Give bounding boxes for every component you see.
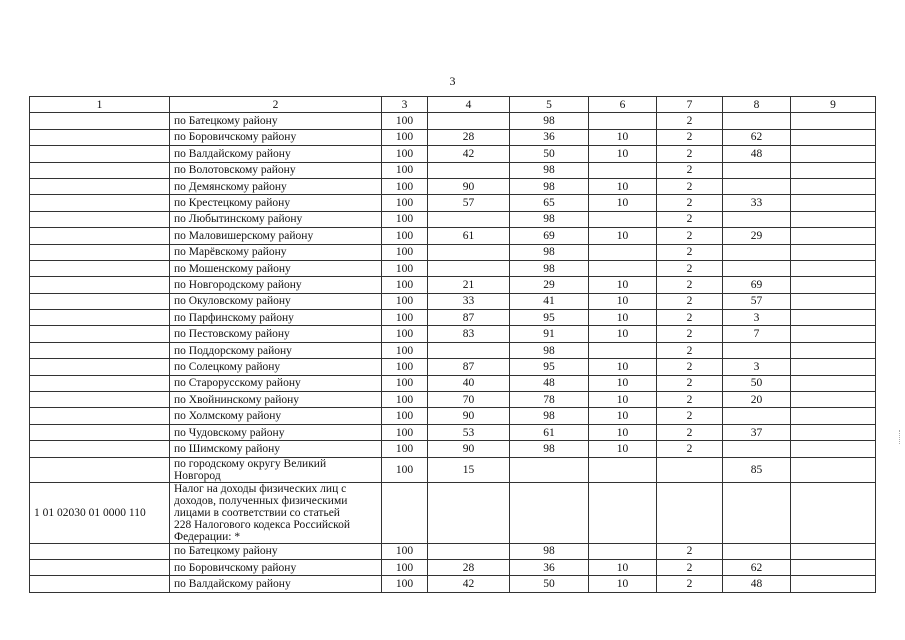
table-row — [30, 195, 876, 211]
percentage-cell: 100 — [382, 457, 428, 482]
percentage-cell: 100 — [382, 441, 428, 457]
budget-code-cell — [30, 260, 170, 276]
percentage-cell: 48 — [510, 375, 589, 391]
table-row — [30, 342, 876, 358]
table-row — [30, 576, 876, 592]
percentage-cell — [791, 129, 876, 145]
percentage-cell: 69 — [723, 277, 791, 293]
percentage-cell: 62 — [723, 129, 791, 145]
column-header: 9 — [791, 97, 876, 113]
percentage-cell: 2 — [657, 228, 723, 244]
percentage-cell — [723, 342, 791, 358]
budget-code-cell — [30, 342, 170, 358]
percentage-cell: 2 — [657, 392, 723, 408]
percentage-cell: 100 — [382, 260, 428, 276]
percentage-cell: 57 — [723, 293, 791, 309]
table-row — [30, 375, 876, 391]
percentage-cell — [428, 113, 510, 129]
percentage-cell: 100 — [382, 129, 428, 145]
percentage-cell — [589, 162, 657, 178]
percentage-cell — [589, 260, 657, 276]
table-body — [30, 113, 876, 592]
percentage-cell: 98 — [510, 408, 589, 424]
budget-code-cell — [30, 129, 170, 145]
income-name-cell: по Маловишерскому району — [170, 228, 382, 244]
percentage-cell: 2 — [657, 146, 723, 162]
scan-artifact — [899, 430, 901, 444]
percentage-cell: 2 — [657, 543, 723, 559]
income-name-cell: по Новгородскому району — [170, 277, 382, 293]
percentage-cell: 2 — [657, 326, 723, 342]
percentage-cell: 10 — [589, 178, 657, 194]
column-header: 4 — [428, 97, 510, 113]
table-row — [30, 326, 876, 342]
percentage-cell: 57 — [428, 195, 510, 211]
percentage-cell: 10 — [589, 293, 657, 309]
percentage-cell — [510, 457, 589, 482]
percentage-cell: 10 — [589, 195, 657, 211]
percentage-cell — [791, 359, 876, 375]
percentage-cell: 2 — [657, 195, 723, 211]
percentage-cell: 48 — [723, 576, 791, 592]
percentage-cell — [791, 543, 876, 559]
budget-code-cell — [30, 359, 170, 375]
table-row — [30, 178, 876, 194]
income-name-cell: по Боровичскому району — [170, 129, 382, 145]
percentage-cell: 33 — [723, 195, 791, 211]
percentage-cell: 10 — [589, 359, 657, 375]
percentage-cell — [657, 457, 723, 482]
percentage-cell: 2 — [657, 113, 723, 129]
percentage-cell: 98 — [510, 113, 589, 129]
percentage-cell — [791, 277, 876, 293]
percentage-cell: 95 — [510, 310, 589, 326]
budget-code-cell: 1 01 02030 01 0000 110 — [30, 482, 170, 543]
percentage-cell — [791, 310, 876, 326]
budget-code-cell — [30, 277, 170, 293]
income-name-cell: по Холмскому району — [170, 408, 382, 424]
percentage-cell: 2 — [657, 342, 723, 358]
percentage-cell: 100 — [382, 342, 428, 358]
percentage-cell: 100 — [382, 113, 428, 129]
table-row — [30, 129, 876, 145]
percentage-cell: 53 — [428, 424, 510, 440]
percentage-cell: 100 — [382, 576, 428, 592]
budget-code-cell — [30, 559, 170, 575]
percentage-cell: 61 — [510, 424, 589, 440]
percentage-cell: 70 — [428, 392, 510, 408]
percentage-cell — [589, 482, 657, 543]
table-row — [30, 408, 876, 424]
percentage-cell — [382, 482, 428, 543]
percentage-cell — [723, 543, 791, 559]
percentage-cell — [791, 559, 876, 575]
income-name-cell: по Батецкому району — [170, 113, 382, 129]
percentage-cell — [723, 482, 791, 543]
income-name-cell: по Демянскому району — [170, 178, 382, 194]
income-name-cell: по Любытинскому району — [170, 211, 382, 227]
budget-code-cell — [30, 441, 170, 457]
percentage-cell: 98 — [510, 178, 589, 194]
percentage-cell: 48 — [723, 146, 791, 162]
percentage-cell: 100 — [382, 277, 428, 293]
percentage-cell — [428, 543, 510, 559]
budget-code-cell — [30, 375, 170, 391]
percentage-cell: 50 — [510, 146, 589, 162]
percentage-cell: 28 — [428, 559, 510, 575]
percentage-cell — [723, 408, 791, 424]
percentage-cell: 42 — [428, 146, 510, 162]
table-row — [30, 482, 876, 543]
percentage-cell: 100 — [382, 326, 428, 342]
percentage-cell — [791, 228, 876, 244]
percentage-cell — [589, 244, 657, 260]
percentage-cell: 87 — [428, 310, 510, 326]
percentage-cell: 2 — [657, 211, 723, 227]
percentage-cell: 2 — [657, 424, 723, 440]
percentage-cell: 2 — [657, 559, 723, 575]
percentage-cell — [791, 408, 876, 424]
percentage-cell: 36 — [510, 559, 589, 575]
table-row — [30, 310, 876, 326]
percentage-cell: 2 — [657, 277, 723, 293]
column-header: 2 — [170, 97, 382, 113]
percentage-cell: 100 — [382, 424, 428, 440]
percentage-cell: 100 — [382, 178, 428, 194]
table-row — [30, 146, 876, 162]
percentage-cell: 21 — [428, 277, 510, 293]
percentage-cell: 2 — [657, 260, 723, 276]
percentage-cell — [589, 113, 657, 129]
percentage-cell: 100 — [382, 293, 428, 309]
percentage-cell: 10 — [589, 146, 657, 162]
percentage-cell: 98 — [510, 162, 589, 178]
table-row — [30, 211, 876, 227]
percentage-cell: 10 — [589, 277, 657, 293]
budget-code-cell — [30, 392, 170, 408]
percentage-cell: 10 — [589, 375, 657, 391]
table-row — [30, 392, 876, 408]
percentage-cell: 10 — [589, 228, 657, 244]
percentage-cell: 98 — [510, 244, 589, 260]
income-name-cell: по городскому округу Великий Новгород — [170, 457, 382, 482]
budget-code-cell — [30, 244, 170, 260]
table-row — [30, 359, 876, 375]
percentage-cell: 98 — [510, 260, 589, 276]
budget-code-cell — [30, 576, 170, 592]
percentage-cell: 50 — [723, 375, 791, 391]
table-row — [30, 260, 876, 276]
percentage-cell: 2 — [657, 375, 723, 391]
income-name-cell: по Старорусскому району — [170, 375, 382, 391]
percentage-cell — [791, 342, 876, 358]
percentage-cell — [428, 211, 510, 227]
percentage-cell — [723, 178, 791, 194]
column-header: 1 — [30, 97, 170, 113]
income-name-cell: по Валдайскому району — [170, 576, 382, 592]
budget-code-cell — [30, 543, 170, 559]
income-name-cell: по Крестецкому району — [170, 195, 382, 211]
percentage-cell: 2 — [657, 244, 723, 260]
percentage-cell — [791, 195, 876, 211]
percentage-cell: 100 — [382, 543, 428, 559]
percentage-cell: 41 — [510, 293, 589, 309]
income-name-cell: по Парфинскому району — [170, 310, 382, 326]
percentage-cell: 10 — [589, 408, 657, 424]
percentage-cell: 100 — [382, 559, 428, 575]
percentage-cell: 2 — [657, 162, 723, 178]
percentage-cell — [589, 457, 657, 482]
percentage-cell: 2 — [657, 441, 723, 457]
percentage-cell: 100 — [382, 408, 428, 424]
percentage-cell: 90 — [428, 408, 510, 424]
table-row — [30, 424, 876, 440]
header-row — [30, 97, 876, 113]
income-name-cell: по Пестовскому району — [170, 326, 382, 342]
percentage-cell — [791, 260, 876, 276]
percentage-cell: 83 — [428, 326, 510, 342]
percentage-cell: 10 — [589, 310, 657, 326]
percentage-cell: 100 — [382, 195, 428, 211]
percentage-cell: 90 — [428, 178, 510, 194]
percentage-cell — [791, 293, 876, 309]
tax-distribution-table — [29, 96, 876, 593]
percentage-cell: 62 — [723, 559, 791, 575]
table-row — [30, 277, 876, 293]
percentage-cell — [791, 326, 876, 342]
percentage-cell — [791, 211, 876, 227]
budget-code-cell — [30, 408, 170, 424]
percentage-cell: 100 — [382, 392, 428, 408]
percentage-cell: 100 — [382, 146, 428, 162]
percentage-cell: 3 — [723, 310, 791, 326]
percentage-cell — [791, 162, 876, 178]
percentage-cell — [791, 178, 876, 194]
percentage-cell: 87 — [428, 359, 510, 375]
budget-code-cell — [30, 211, 170, 227]
percentage-cell — [791, 392, 876, 408]
table-row — [30, 457, 876, 482]
budget-code-cell — [30, 113, 170, 129]
column-header: 3 — [382, 97, 428, 113]
percentage-cell — [791, 457, 876, 482]
budget-code-cell — [30, 178, 170, 194]
percentage-cell: 10 — [589, 441, 657, 457]
budget-code-cell — [30, 146, 170, 162]
percentage-cell: 10 — [589, 326, 657, 342]
percentage-cell: 37 — [723, 424, 791, 440]
percentage-cell — [428, 162, 510, 178]
percentage-cell: 2 — [657, 408, 723, 424]
income-name-cell: Налог на доходы физических лиц с доходов, полученных физическими лицами в соответствии со статьей 228 Налогового кодекса Российской Федерации: * — [170, 482, 382, 543]
percentage-cell — [723, 441, 791, 457]
table-row — [30, 559, 876, 575]
percentage-cell: 98 — [510, 342, 589, 358]
percentage-cell — [791, 441, 876, 457]
percentage-cell: 10 — [589, 424, 657, 440]
percentage-cell: 100 — [382, 228, 428, 244]
percentage-cell: 3 — [723, 359, 791, 375]
percentage-cell: 100 — [382, 375, 428, 391]
percentage-cell — [428, 244, 510, 260]
budget-code-cell — [30, 228, 170, 244]
percentage-cell — [791, 113, 876, 129]
table-row — [30, 244, 876, 260]
column-header: 7 — [657, 97, 723, 113]
column-header: 5 — [510, 97, 589, 113]
percentage-cell: 28 — [428, 129, 510, 145]
percentage-cell: 95 — [510, 359, 589, 375]
percentage-cell: 10 — [589, 129, 657, 145]
percentage-cell — [657, 482, 723, 543]
table-row — [30, 293, 876, 309]
percentage-cell: 2 — [657, 129, 723, 145]
income-name-cell: по Валдайскому району — [170, 146, 382, 162]
percentage-cell — [510, 482, 589, 543]
income-name-cell: по Солецкому району — [170, 359, 382, 375]
percentage-cell — [723, 211, 791, 227]
percentage-cell — [428, 482, 510, 543]
percentage-cell — [589, 543, 657, 559]
percentage-cell: 33 — [428, 293, 510, 309]
percentage-cell: 98 — [510, 441, 589, 457]
budget-code-cell — [30, 424, 170, 440]
income-name-cell: по Мошенскому району — [170, 260, 382, 276]
percentage-cell: 65 — [510, 195, 589, 211]
percentage-cell: 98 — [510, 211, 589, 227]
column-header: 8 — [723, 97, 791, 113]
percentage-cell: 2 — [657, 576, 723, 592]
percentage-cell: 50 — [510, 576, 589, 592]
percentage-cell: 100 — [382, 310, 428, 326]
percentage-cell: 20 — [723, 392, 791, 408]
percentage-cell: 10 — [589, 559, 657, 575]
budget-code-cell — [30, 310, 170, 326]
percentage-cell — [723, 244, 791, 260]
percentage-cell: 100 — [382, 359, 428, 375]
percentage-cell: 15 — [428, 457, 510, 482]
percentage-cell: 69 — [510, 228, 589, 244]
table-row — [30, 162, 876, 178]
percentage-cell: 90 — [428, 441, 510, 457]
percentage-cell: 2 — [657, 359, 723, 375]
percentage-cell: 42 — [428, 576, 510, 592]
percentage-cell: 2 — [657, 293, 723, 309]
income-name-cell: по Батецкому району — [170, 543, 382, 559]
percentage-cell: 36 — [510, 129, 589, 145]
percentage-cell: 91 — [510, 326, 589, 342]
income-name-cell: по Окуловскому району — [170, 293, 382, 309]
table-row — [30, 113, 876, 129]
percentage-cell — [791, 576, 876, 592]
percentage-cell — [791, 146, 876, 162]
percentage-cell — [791, 424, 876, 440]
income-name-cell: по Шимскому району — [170, 441, 382, 457]
budget-code-cell — [30, 195, 170, 211]
percentage-cell — [723, 260, 791, 276]
percentage-cell: 85 — [723, 457, 791, 482]
percentage-cell: 10 — [589, 576, 657, 592]
percentage-cell: 40 — [428, 375, 510, 391]
income-name-cell: по Боровичскому району — [170, 559, 382, 575]
percentage-cell — [589, 342, 657, 358]
percentage-cell: 61 — [428, 228, 510, 244]
percentage-cell: 10 — [589, 392, 657, 408]
table-row — [30, 228, 876, 244]
percentage-cell: 29 — [510, 277, 589, 293]
income-name-cell: по Хвойнинскому району — [170, 392, 382, 408]
budget-code-cell — [30, 457, 170, 482]
percentage-cell — [723, 113, 791, 129]
budget-code-cell — [30, 162, 170, 178]
percentage-cell — [791, 375, 876, 391]
percentage-cell: 98 — [510, 543, 589, 559]
income-name-cell: по Волотовскому району — [170, 162, 382, 178]
percentage-cell: 100 — [382, 211, 428, 227]
percentage-cell — [589, 211, 657, 227]
percentage-cell — [723, 162, 791, 178]
column-header: 6 — [589, 97, 657, 113]
income-name-cell: по Марёвскому району — [170, 244, 382, 260]
page-number: 3 — [449, 74, 456, 88]
percentage-cell — [791, 482, 876, 543]
percentage-cell — [428, 260, 510, 276]
percentage-cell: 2 — [657, 178, 723, 194]
budget-code-cell — [30, 293, 170, 309]
table-row — [30, 543, 876, 559]
percentage-cell: 100 — [382, 162, 428, 178]
percentage-cell: 29 — [723, 228, 791, 244]
percentage-cell: 7 — [723, 326, 791, 342]
percentage-cell: 78 — [510, 392, 589, 408]
percentage-cell: 2 — [657, 310, 723, 326]
income-name-cell: по Поддорскому району — [170, 342, 382, 358]
percentage-cell — [791, 244, 876, 260]
percentage-cell: 100 — [382, 244, 428, 260]
table-row — [30, 441, 876, 457]
budget-code-cell — [30, 326, 170, 342]
income-name-cell: по Чудовскому району — [170, 424, 382, 440]
percentage-cell — [428, 342, 510, 358]
